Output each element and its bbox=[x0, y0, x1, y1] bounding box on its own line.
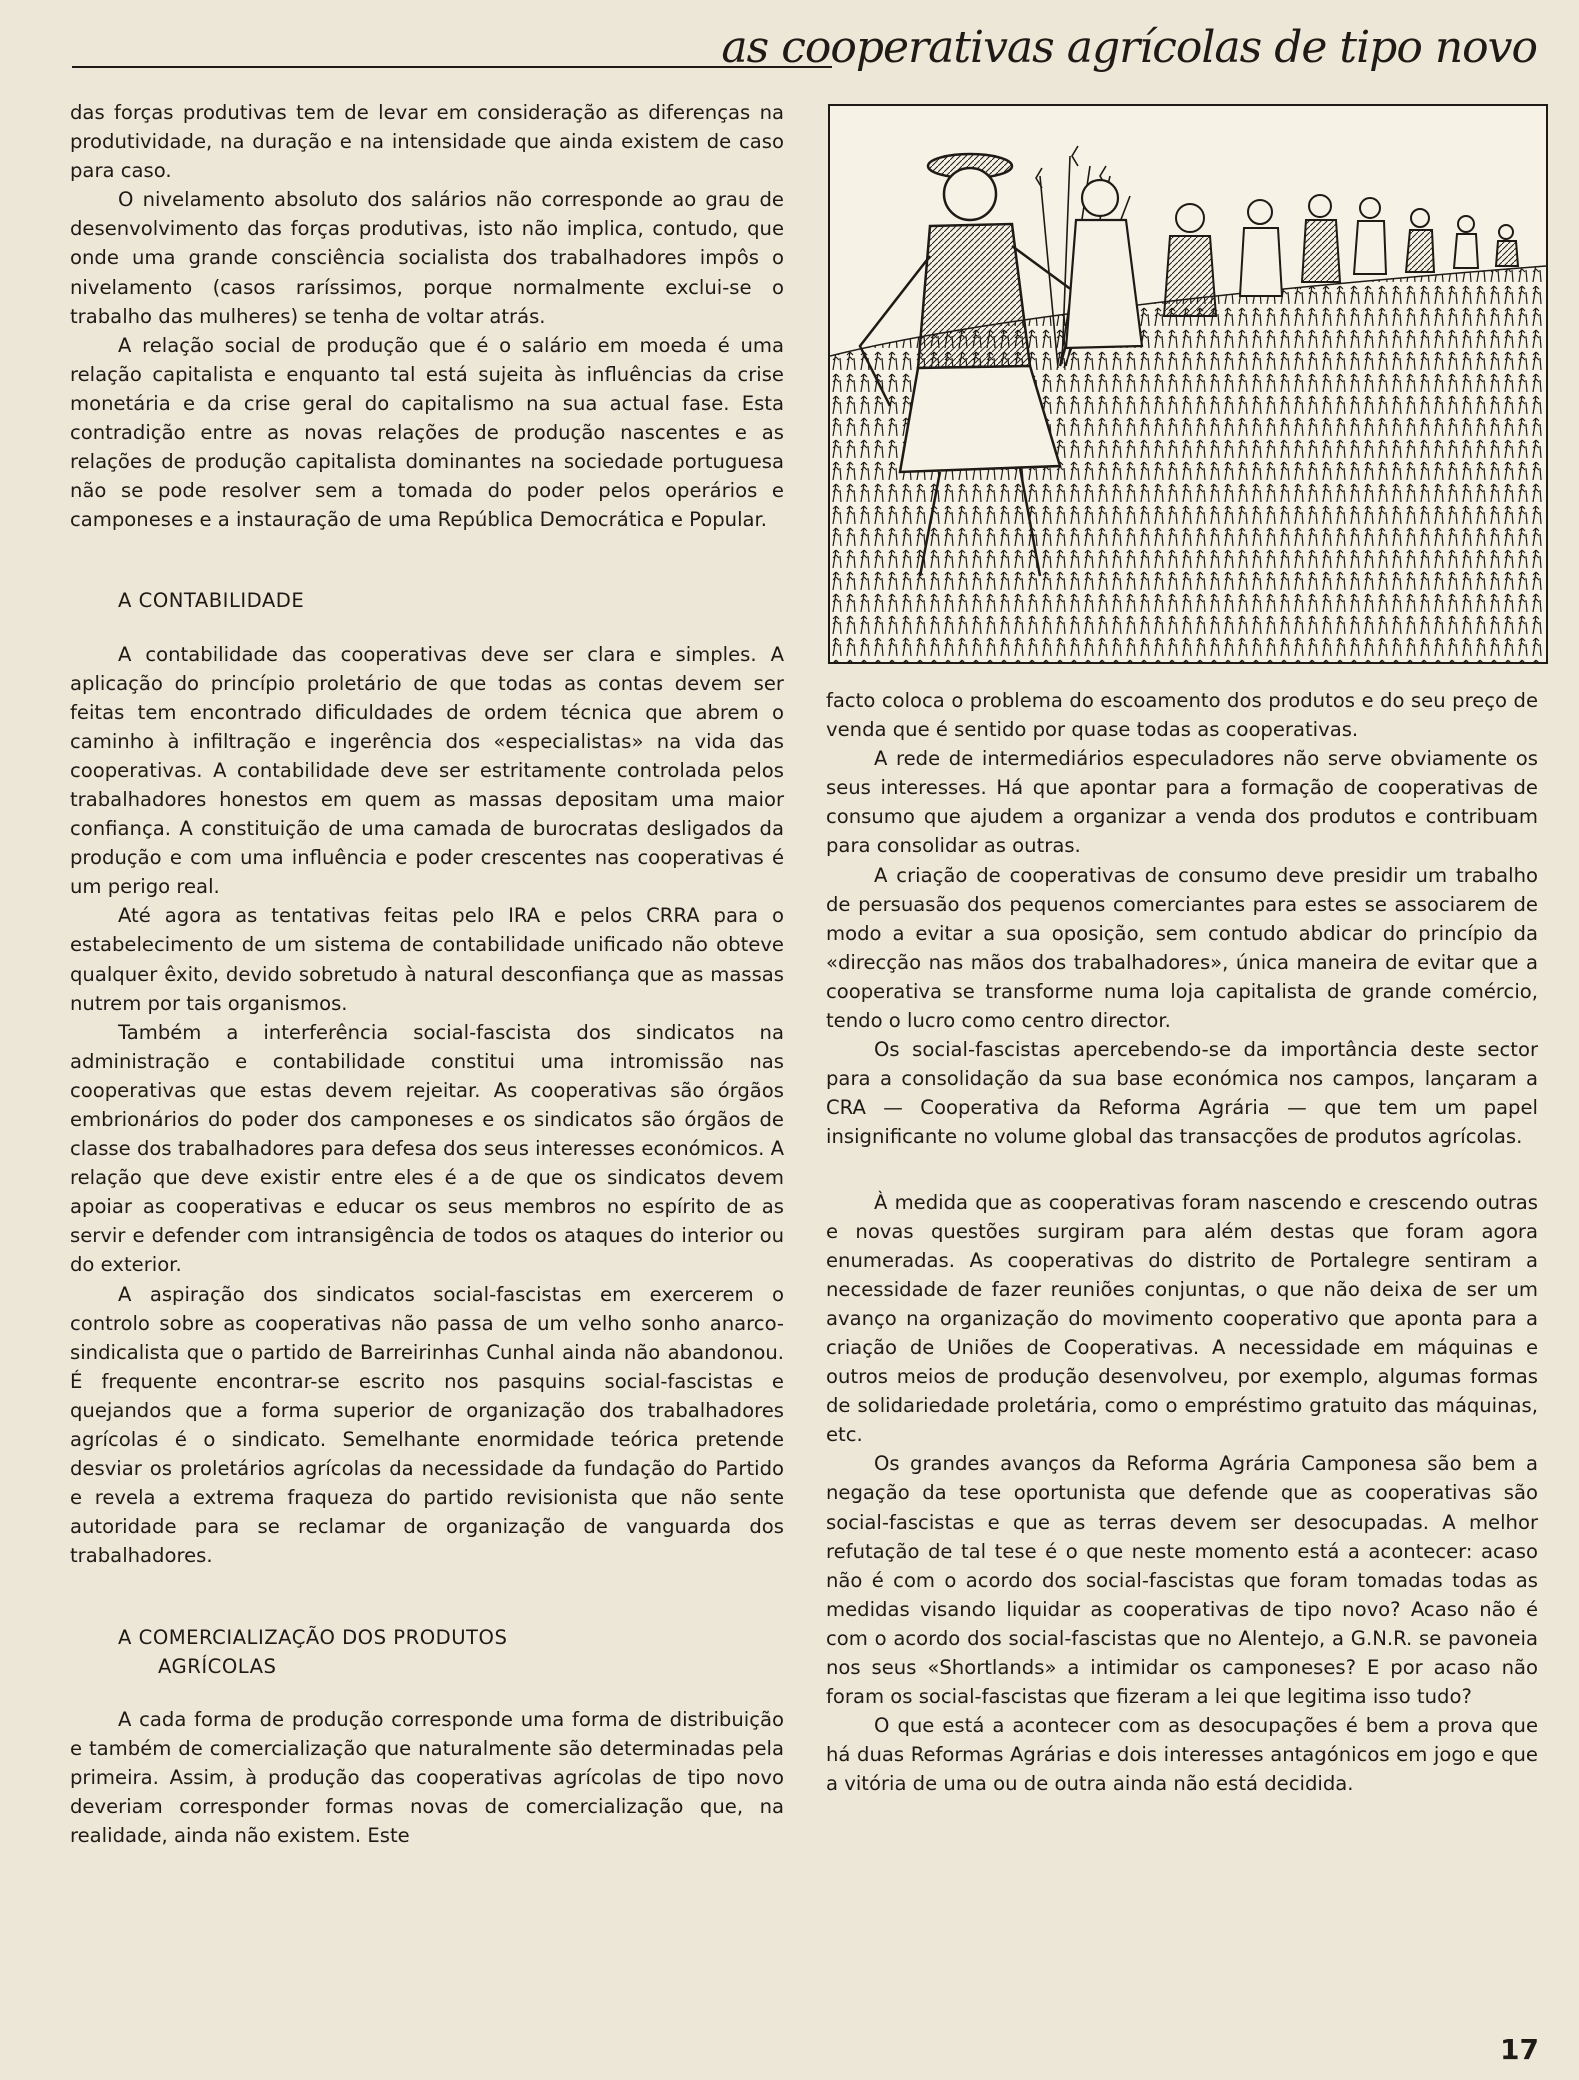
paragraph: À medida que as cooperativas foram nascendo e crescendo outras e novas questões surgiram para além destas que foram agora enumeradas. As cooperativas do distrito de Portalegre sentiram a necessidade de fazer reuniões conjuntas, o que não deixa de ser um avanço na organização do movimento cooperativo que aponta para a criação de Uniões de Cooperativas. A necessidade em máquinas e outros meios de produção desenvolveu, por exemplo, algumas formas de solidariedade proletária, como o empréstimo gratuito das máquinas, etc. bbox=[826, 1190, 1538, 1447]
left-column bbox=[70, 98, 784, 1850]
paragraph: A cada forma de produção corresponde uma forma de distribuição e também de comercialização que naturalmente são determinadas pela primeira. Assim, à produção das cooperativas agrícolas de tipo novo deveriam corresponder formas novas de comercialização que, na realidade, ainda não existem. Este bbox=[70, 1707, 784, 1848]
paragraph-gap bbox=[826, 1152, 1538, 1188]
paragraph: A aspiração dos sindicatos social-fascistas em exercerem o controlo sobre as cooperativas não passa de um velho sonho anarco-sindicalista que o partido de Barreirinhas Cunhal ainda não abandonou. É frequente encontrar-se escrito nos pasquins social-fascistas e quejandos que a forma superior de organização dos trabalhadores agrícolas é o sindicato. Semelhante enormidade teórica pretende desviar os proletários agrícolas da necessidade da fundação do Partido e revela a extrema fraqueza do partido revisionista que não sente autoridade para se reclamar de organização de vanguarda dos trabalhadores. bbox=[70, 1282, 784, 1568]
section-heading-line: A COMERCIALIZAÇÃO DOS PRODUTOS bbox=[118, 1625, 508, 1649]
right-column bbox=[826, 686, 1538, 1798]
wheat-harvest-illustration bbox=[828, 104, 1548, 664]
section-heading-line: AGRÍCOLAS bbox=[158, 1654, 277, 1678]
paragraph: A contabilidade das cooperativas deve ser clara e simples. A aplicação do princípio proletário de que todas as contas devem ser feitas tem encontrado dificuldades de ordem técnica que abrem o caminho à infiltração e ingerência dos «especialistas» na vida das cooperativas. A contabilidade deve ser estritamente controlada pelos trabalhadores honestos em quem as massas depositam uma maior confiança. A constituição de uma camada de burocratas desligados da produção e com uma influência e poder crescentes nas cooperativas é um perigo real. bbox=[70, 642, 784, 899]
paragraph: A relação social de produção que é o salário em moeda é uma relação capitalista e enquanto tal está sujeita às influências da crise monetária e da crise geral do capitalismo na sua actual fase. Esta contradição entre as novas relações de produção nascentes e as relações de produção capitalista dominantes na sociedade portuguesa não se pode resolver sem a tomada do poder pelos operários e camponeses e a instauração de uma República Democrática e Popular. bbox=[70, 333, 784, 532]
paragraph: A rede de intermediários especuladores não serve obviamente os seus interesses. Há que apontar para a formação de cooperativas de consumo que ajudem a organizar a venda dos produtos e contribuam para consolidar as outras. bbox=[826, 747, 1538, 858]
harvest-drawing bbox=[830, 106, 1546, 662]
paragraph: A criação de cooperativas de consumo deve presidir um trabalho de persuasão dos pequenos comerciantes para estes se associarem de modo a evitar a sua oposição, sem contudo abdicar do princípio da «direcção nas mãos dos trabalhadores», única maneira de evitar que a cooperativa se transforme numa loja capitalista de grande comércio, tendo o lucro como centro director. bbox=[826, 863, 1538, 1033]
page-number: 17 bbox=[1500, 2033, 1539, 2066]
paragraph: facto coloca o problema do escoamento dos produtos e do seu preço de venda que é sentido por quase todas as cooperativas. bbox=[826, 689, 1538, 742]
paragraph: das forças produtivas tem de levar em consideração as diferenças na produtividade, na duração e na intensidade que ainda existem de caso para caso. bbox=[70, 101, 784, 183]
paragraph: O que está a acontecer com as desocupações é bem a prova que há duas Reformas Agrárias e dois interesses antagónicos em jogo e que a vitória de uma ou de outra ainda não está decidida. bbox=[826, 1714, 1538, 1796]
section-heading-comercializacao bbox=[70, 1623, 784, 1681]
header-rule bbox=[72, 66, 832, 68]
paragraph: Até agora as tentativas feitas pelo IRA e pelos CRRA para o estabelecimento de um sistema de contabilidade unificado não obteve qualquer êxito, devido sobretudo à natural desconfiança que as massas nutrem por tais organismos. bbox=[70, 904, 784, 1015]
section-heading-contabilidade: A CONTABILIDADE bbox=[118, 589, 305, 613]
paragraph: Os social-fascistas apercebendo-se da importância deste sector para a consolidação da sua base económica nos campos, lançaram a CRA — Cooperativa da Reforma Agrária — que tem um papel insignificante no volume global das transacções de produtos agrícolas. bbox=[826, 1038, 1538, 1149]
paragraph: Os grandes avanços da Reforma Agrária Camponesa são bem a negação da tese oportunista que defende que as cooperativas são social-fascistas e que as terras devem ser desocupadas. A melhor refutação de tal tese é o que neste momento está a acontecer: acaso não é com o acordo dos social-fascistas que foram tomadas todas as medidas visando liquidar as cooperativas de tipo novo? Acaso não é com o acordo dos social-fascistas que no Alentejo, a G.N.R. se pavoneia nos seus «Shortlands» a intimidar os camponeses? E por acaso não foram os social-fascistas que fizeram a lei que legitima isso tudo? bbox=[826, 1452, 1538, 1709]
running-header-title: as cooperativas agrícolas de tipo novo bbox=[721, 22, 1537, 73]
paragraph: Também a interferência social-fascista dos sindicatos na administração e contabilidade constitui uma intromissão nas cooperativas que estas devem rejeitar. As cooperativas são órgãos embrionários do poder dos camponeses e os sindicatos são órgãos de classe dos trabalhadores para defesa dos seus interesses económicos. A relação que deve existir entre eles é a de que os sindicatos devem apoiar as cooperativas e educar os seus membros no espírito de as servir e defender com intransigência de todos os ataques do interior ou do exterior. bbox=[70, 1020, 784, 1277]
paragraph: O nivelamento absoluto dos salários não corresponde ao grau de desenvolvimento das forças produtivas, isto não implica, contudo, que onde uma grande consciência socialista dos trabalhadores impôs o nivelamento (casos raríssimos, porque normalmente exclui-se o trabalho das mulheres) se tenha de voltar atrás. bbox=[70, 188, 784, 328]
